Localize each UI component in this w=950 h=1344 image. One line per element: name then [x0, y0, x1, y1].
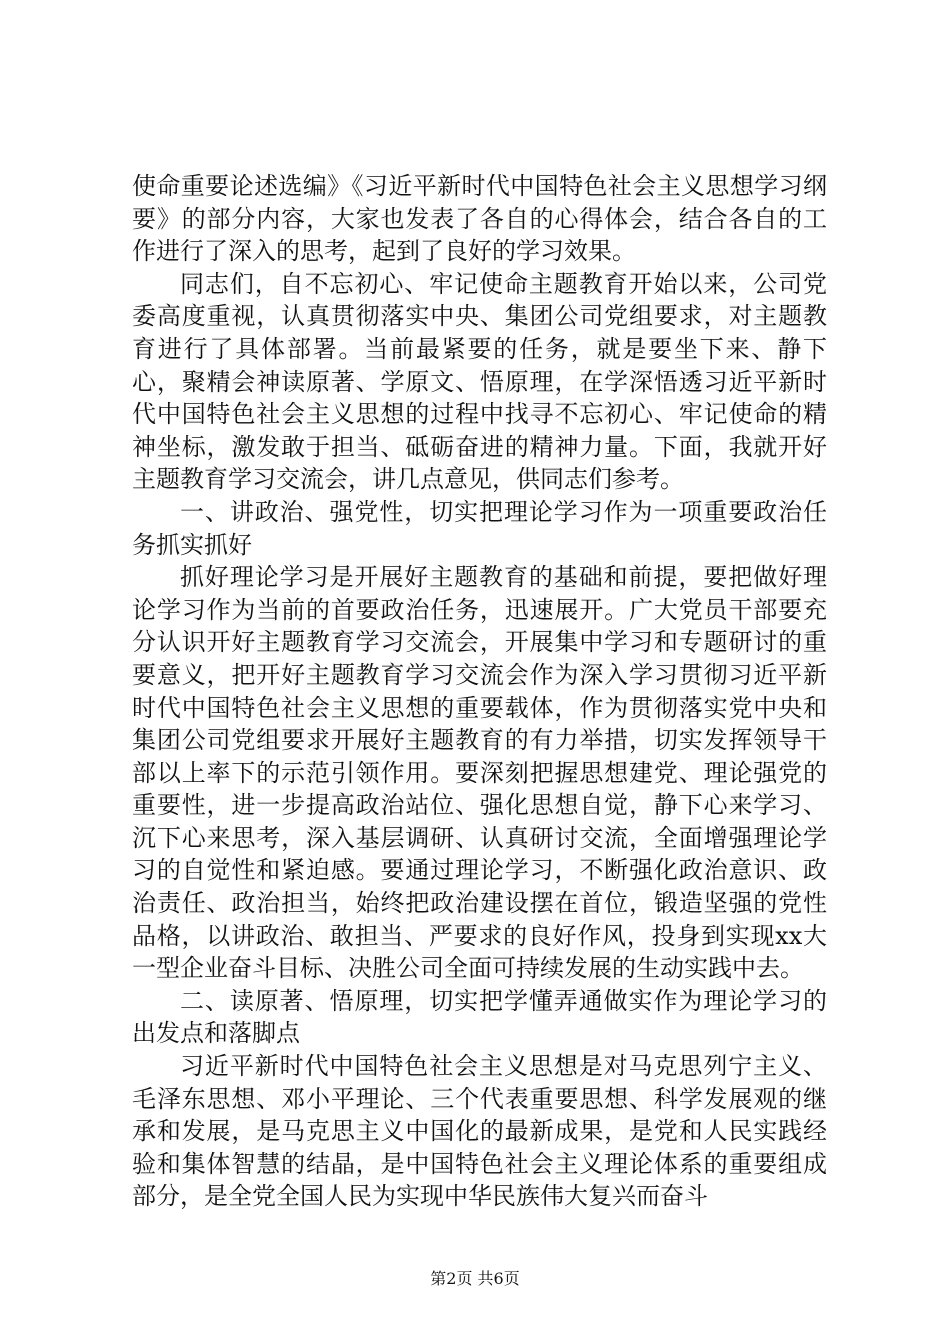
section-heading-2: 二、读原著、悟原理，切实把学懂弄通做实作为理论学习的出发点和落脚点 — [132, 986, 827, 1048]
paragraph-intro: 同志们，自不忘初心、牢记使命主题教育开始以来，公司党委高度重视，认真贯彻落实中央、集团公司党组要求，对主题教育进行了具体部署。当前最紧要的任务，就是要坐下来、静下心，聚精会神读原著、学原文、悟原理，在学深悟透习近平新时代中国特色社会主义思想的过程中找寻不忘初心、牢记使命的精神坐标，激发敢于担当、砥砺奋进的精神力量。下面，我就开好主题教育学习交流会，讲几点意见，供同志们参考。 — [132, 269, 827, 494]
section-heading-1: 一、讲政治、强党性，切实把理论学习作为一项重要政治任务抓实抓好 — [132, 497, 827, 559]
paragraph-continuation: 使命重要论述选编》《习近平新时代中国特色社会主义思想学习纲要》的部分内容，大家也发表了各自的心得体会，结合各自的工作进行了深入的思考，起到了良好的学习效果。 — [132, 172, 827, 266]
paragraph-section-2: 习近平新时代中国特色社会主义思想是对马克思列宁主义、毛泽东思想、邓小平理论、三个代表重要思想、科学发展观的继承和发展，是马克思主义中国化的最新成果，是党和人民实践经验和集体智慧的结晶，是中国特色社会主义理论体系的重要组成部分，是全党全国人民为实现中华民族伟大复兴而奋斗 — [132, 1052, 827, 1211]
page-number-footer: 第2页 共6页 — [430, 1269, 520, 1288]
paragraph-section-1: 抓好理论学习是开展好主题教育的基础和前提，要把做好理论学习作为当前的首要政治任务，迅速展开。广大党员干部要充分认识开好主题教育学习交流会，开展集中学习和专题研讨的重要意义，把开好主题教育学习交流会作为深入学习贯彻习近平新时代中国特色社会主义思想的重要载体，作为贯彻落实党中央和集团公司党组要求开展好主题教育的有力举措，切实发挥领导干部以上率下的示范引领作用。要深刻把握思想建党、理论强党的重要性，进一步提高政治站位、强化思想自觉，静下心来学习、沉下心来思考，深入基层调研、认真研讨交流，全面增强理论学习的自觉性和紧迫感。要通过理论学习，不断强化政治意识、政治责任、政治担当，始终把政治建设摆在首位，锻造坚强的党性品格，以讲政治、敢担当、严要求的良好作风，投身到实现xx大一型企业奋斗目标、决胜公司全面可持续发展的生动实践中去。 — [132, 563, 827, 983]
document-body — [132, 170, 827, 1213]
